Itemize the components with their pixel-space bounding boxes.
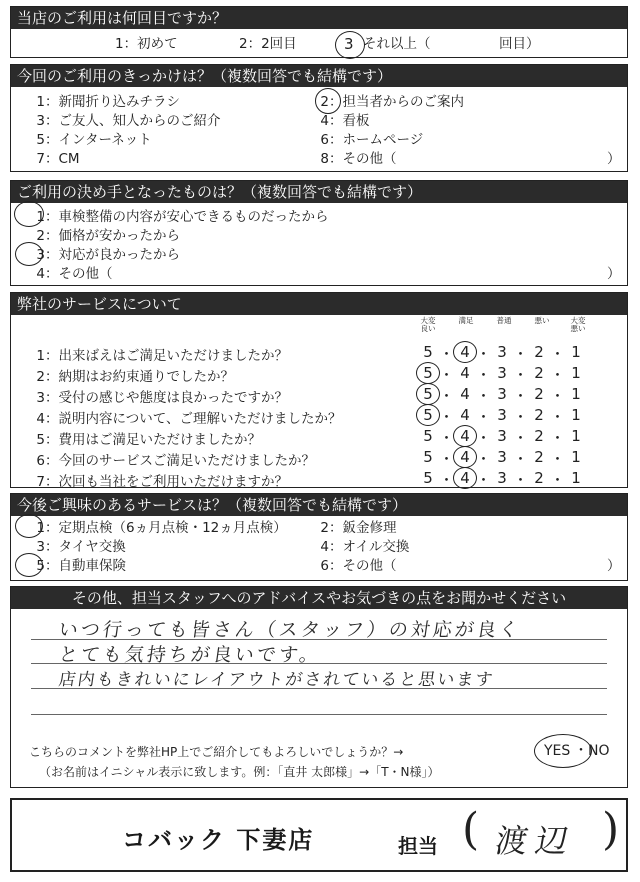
section-header: 当店のご利用は何回目ですか？ (11, 7, 627, 29)
option-more-label: それ以上（ (363, 36, 431, 52)
rating-option-4[interactable]: 4 (460, 406, 470, 424)
item-label: 今回のサービスご満足いただけましたか？ (58, 453, 315, 469)
item-num: 5 (36, 132, 45, 148)
item-num: 5 (36, 432, 45, 448)
item-num: 3 (36, 113, 45, 129)
item-num: 5 (36, 558, 45, 574)
rating-option-3[interactable]: 3 (497, 385, 507, 403)
shop-footer (10, 798, 628, 872)
trigger-item-6[interactable]: 6：ホームページ (301, 131, 423, 149)
scale-separator: ・ (476, 450, 492, 468)
item-num: 6 (320, 132, 329, 148)
selected-circle-mark (335, 31, 365, 59)
comment-section (10, 586, 628, 788)
item-label: 受付の感じや態度は良かったですか？ (58, 390, 288, 406)
selected-circle-mark (416, 383, 440, 405)
interest-item-6[interactable]: 6：その他（ (301, 557, 397, 575)
section-header: その他、担当スタッフへのアドバイスやお気づきの点をお聞かせください (11, 587, 627, 609)
selected-circle-mark (453, 446, 477, 468)
section-header: 今回のご利用のきっかけは？（複数回答でも結構です） (11, 65, 627, 87)
item-label: 次回も当社をご利用いただけますか？ (58, 474, 288, 490)
selected-circle-mark (15, 242, 43, 266)
trigger-item-8[interactable]: 8：その他（ (301, 150, 397, 168)
rating-question: 7：次回も当社をご利用いただけますか？ (17, 470, 288, 490)
column-header-normal: 普通 (496, 316, 512, 325)
section-header: ご利用の決め手となったものは？（複数回答でも結構です） (11, 181, 627, 203)
option-second-visit[interactable]: 2：2回目 (239, 36, 297, 52)
item-num: 4 (320, 113, 329, 129)
rating-question: 1：出来ばえはご満足いただけましたか？ (17, 344, 288, 364)
scale-separator: ・ (550, 429, 566, 447)
item-num: 1 (36, 348, 45, 364)
scale-separator: ・ (439, 387, 455, 405)
item-label: インターネット (58, 132, 152, 148)
selected-circle-mark (416, 404, 440, 426)
item-label: 定期点検（6ヵ月点検・12ヵ月点検） (58, 520, 287, 536)
rating-option-2[interactable]: 2 (534, 385, 544, 403)
item-num: 6 (36, 453, 45, 469)
rating-option-1[interactable]: 1 (571, 385, 581, 403)
item-label: ホームページ (342, 132, 424, 148)
factor-item-2[interactable]: 2：価格が安かったから (17, 227, 180, 245)
scale-separator: ・ (439, 366, 455, 384)
trigger-item-1[interactable]: 1：新聞折り込みチラシ (17, 93, 180, 111)
rating-option-5[interactable]: 5 (423, 448, 433, 466)
rating-option-4[interactable]: 4 (460, 364, 470, 382)
trigger-section (10, 64, 628, 172)
rating-option-1[interactable]: 1 (571, 343, 581, 361)
scale-separator: ・ (439, 450, 455, 468)
factor-item-3[interactable]: 3：対応が良かったから (17, 246, 180, 264)
consent-no-option[interactable]: NO (588, 743, 610, 759)
rating-option-2[interactable]: 2 (534, 427, 544, 445)
rating-question: 2：納期はお約束通りでしたか？ (17, 365, 234, 385)
selected-circle-mark (453, 341, 477, 363)
selected-circle-mark (315, 88, 341, 114)
interest-item-2[interactable]: 2：鈑金修理 (301, 519, 397, 537)
rating-option-5[interactable]: 5 (423, 406, 433, 424)
item-label: 鈑金修理 (342, 520, 397, 536)
item-label: 対応が良かったから (58, 247, 180, 263)
rating-option-5[interactable]: 5 (423, 385, 433, 403)
rating-option-1[interactable]: 1 (571, 469, 581, 487)
selected-circle-mark (14, 201, 44, 227)
scale-separator: ・ (513, 450, 529, 468)
item-label: CM (58, 151, 80, 167)
hp-consent-question: こちらのコメントを弊社HP上でご紹介してもよろしいでしょうか？→ (29, 745, 404, 759)
scale-separator: ・ (550, 345, 566, 363)
scale-separator: ・ (439, 408, 455, 426)
staff-handwritten-name: 渡辺 (492, 822, 580, 860)
consent-yes-option[interactable]: YES (544, 743, 571, 759)
scale-separator: ・ (476, 366, 492, 384)
option-more-suffix: 回目） (499, 36, 540, 52)
handwritten-comment-line-3: 店内もきれいにレイアウトがされていると思います (57, 670, 496, 690)
scale-separator: ・ (476, 387, 492, 405)
scale-separator: ・ (439, 429, 455, 447)
selected-circle-mark (15, 514, 43, 538)
rating-option-1[interactable]: 1 (571, 364, 581, 382)
rating-question: 3：受付の感じや態度は良かったですか？ (17, 386, 288, 406)
rating-option-2[interactable]: 2 (534, 469, 544, 487)
visit-count-section (10, 6, 628, 58)
column-header-very-bad: 大変悪い (570, 316, 586, 333)
item-label: 担当者からのご案内 (342, 94, 464, 110)
scale-separator: ・ (513, 345, 529, 363)
item-num: 2 (320, 520, 329, 536)
scale-separator: ・ (550, 387, 566, 405)
rating-question: 5：費用はご満足いただけましたか？ (17, 428, 261, 448)
item-num: 7 (36, 474, 45, 490)
rating-option-1[interactable]: 1 (571, 427, 581, 445)
interest-item-3[interactable]: 3：タイヤ交換 (17, 538, 126, 556)
open-paren-glyph: ( (462, 804, 480, 855)
rating-option-3[interactable]: 3 (497, 406, 507, 424)
rating-option-3[interactable]: 3 (497, 343, 507, 361)
selected-circle-mark (15, 553, 43, 577)
scale-separator: ・ (439, 471, 455, 489)
item-label: その他（ (58, 266, 113, 282)
column-header-very-good: 大変良い (420, 316, 436, 333)
interest-item-1[interactable]: 1：定期点検（6ヵ月点検・12ヵ月点検） (17, 519, 287, 537)
scale-separator: ・ (513, 366, 529, 384)
rating-option-5[interactable]: 5 (423, 469, 433, 487)
rating-option-4[interactable]: 4 (460, 427, 470, 445)
selected-circle-mark (453, 467, 477, 489)
rating-option-3[interactable]: 3 (497, 427, 507, 445)
scale-separator: ・ (513, 429, 529, 447)
interest-item-5[interactable]: 5：自動車保険 (17, 557, 126, 575)
close-paren-glyph: ) (602, 804, 620, 855)
initial-display-note: （お名前はイニシャル表示に致します。例：「直井 太郎様」→「T・N様」） (39, 765, 440, 779)
rating-option-2[interactable]: 2 (534, 343, 544, 361)
rating-option-2[interactable]: 2 (534, 448, 544, 466)
item-label: 自動車保険 (58, 558, 126, 574)
staff-label: 担当 (398, 834, 438, 858)
selected-circle-mark (416, 362, 440, 384)
selected-circle-mark (453, 425, 477, 447)
scale-separator: ・ (476, 345, 492, 363)
rating-option-4[interactable]: 4 (460, 469, 470, 487)
scale-separator: ・ (476, 471, 492, 489)
item-num: 1 (36, 94, 45, 110)
item-label: 納期はお約束通りでしたか？ (58, 369, 234, 385)
rating-option-3[interactable]: 3 (497, 448, 507, 466)
item-num: 3 (36, 539, 45, 555)
item-num: 2 (36, 369, 45, 385)
rating-option-4[interactable]: 4 (460, 448, 470, 466)
rating-option-2[interactable]: 2 (534, 406, 544, 424)
scale-separator: ・ (550, 366, 566, 384)
option-more-num[interactable]: 3 (344, 35, 354, 53)
rating-option-1[interactable]: 1 (571, 406, 581, 424)
item-num: 4 (320, 539, 329, 555)
scale-separator: ・ (550, 450, 566, 468)
rating-option-5[interactable]: 5 (423, 427, 433, 445)
column-header-bad: 悪い (534, 316, 550, 325)
item-num: 2 (320, 94, 329, 110)
scale-separator: ・ (550, 471, 566, 489)
item-label: その他（ (342, 151, 397, 167)
scale-separator: ・ (476, 408, 492, 426)
trigger-item-2[interactable]: 2：担当者からのご案内 (301, 93, 464, 111)
rating-option-3[interactable]: 3 (497, 364, 507, 382)
item-num: 7 (36, 151, 45, 167)
item-label: オイル交換 (342, 539, 410, 555)
trigger-item-3[interactable]: 3：ご友人、知人からのご紹介 (17, 112, 221, 130)
handwritten-comment-line-2: とても気持ちが良いです。 (57, 644, 323, 666)
item-num: 4 (36, 411, 45, 427)
other-close-paren: ） (607, 266, 621, 282)
item-label: その他（ (342, 558, 397, 574)
column-header-satisfied: 満足 (458, 316, 474, 325)
deciding-factor-section (10, 180, 628, 286)
item-label: ご友人、知人からのご紹介 (58, 113, 221, 129)
trigger-item-5[interactable]: 5：インターネット (17, 131, 152, 149)
item-num: 2 (36, 228, 45, 244)
item-label: 説明内容について、ご理解いただけましたか？ (58, 411, 342, 427)
interest-section (10, 493, 628, 581)
trigger-item-4[interactable]: 4：看板 (301, 112, 370, 130)
rating-option-1[interactable]: 1 (571, 448, 581, 466)
comment-rule-line (31, 714, 607, 715)
factor-item-1[interactable]: 1：車検整備の内容が安心できるものだったから (17, 208, 329, 226)
item-label: タイヤ交換 (58, 539, 126, 555)
rating-option-4[interactable]: 4 (460, 385, 470, 403)
item-num: 1 (36, 520, 45, 536)
scale-separator: ・ (476, 429, 492, 447)
other-close-paren: ） (607, 558, 621, 574)
item-num: 4 (36, 266, 45, 282)
rating-question: 4：説明内容について、ご理解いただけましたか？ (17, 407, 341, 427)
scale-separator: ・ (550, 408, 566, 426)
section-header: 弊社のサービスについて (11, 293, 627, 315)
item-label: 車検整備の内容が安心できるものだったから (58, 209, 329, 225)
section-header: 今後ご興味のあるサービスは？（複数回答でも結構です） (11, 494, 627, 516)
other-close-paren: ） (607, 151, 621, 167)
trigger-item-7[interactable]: 7：CM (17, 150, 80, 168)
item-label: 費用はご満足いただけましたか？ (58, 432, 261, 448)
item-label: 出来ばえはご満足いただけましたか？ (58, 348, 288, 364)
item-label: 新聞折り込みチラシ (58, 94, 180, 110)
item-label: 価格が安かったから (58, 228, 180, 244)
consent-separator: ・ (574, 743, 588, 759)
item-label: 看板 (342, 113, 370, 129)
item-num: 6 (320, 558, 329, 574)
scale-separator: ・ (513, 387, 529, 405)
rating-option-3[interactable]: 3 (497, 469, 507, 487)
factor-item-4[interactable]: 4：その他（ (17, 265, 113, 283)
selected-circle-mark (534, 734, 592, 768)
item-num: 3 (36, 390, 45, 406)
rating-option-4[interactable]: 4 (460, 343, 470, 361)
interest-item-4[interactable]: 4：オイル交換 (301, 538, 409, 556)
rating-option-5[interactable]: 5 (423, 364, 433, 382)
item-num: 8 (320, 151, 329, 167)
scale-separator: ・ (513, 408, 529, 426)
handwritten-comment-line-1: いつ行っても皆さん（スタッフ）の対応が良く (57, 619, 523, 641)
item-num: 1 (36, 209, 45, 225)
option-first-visit[interactable]: 1：初めて (115, 36, 178, 52)
scale-separator: ・ (439, 345, 455, 363)
rating-option-5[interactable]: 5 (423, 343, 433, 361)
scale-separator: ・ (513, 471, 529, 489)
item-num: 3 (36, 247, 45, 263)
shop-name: コバック 下妻店 (122, 826, 315, 854)
rating-question: 6：今回のサービスご満足いただけましたか？ (17, 449, 315, 469)
rating-option-2[interactable]: 2 (534, 364, 544, 382)
service-rating-section (10, 292, 628, 488)
